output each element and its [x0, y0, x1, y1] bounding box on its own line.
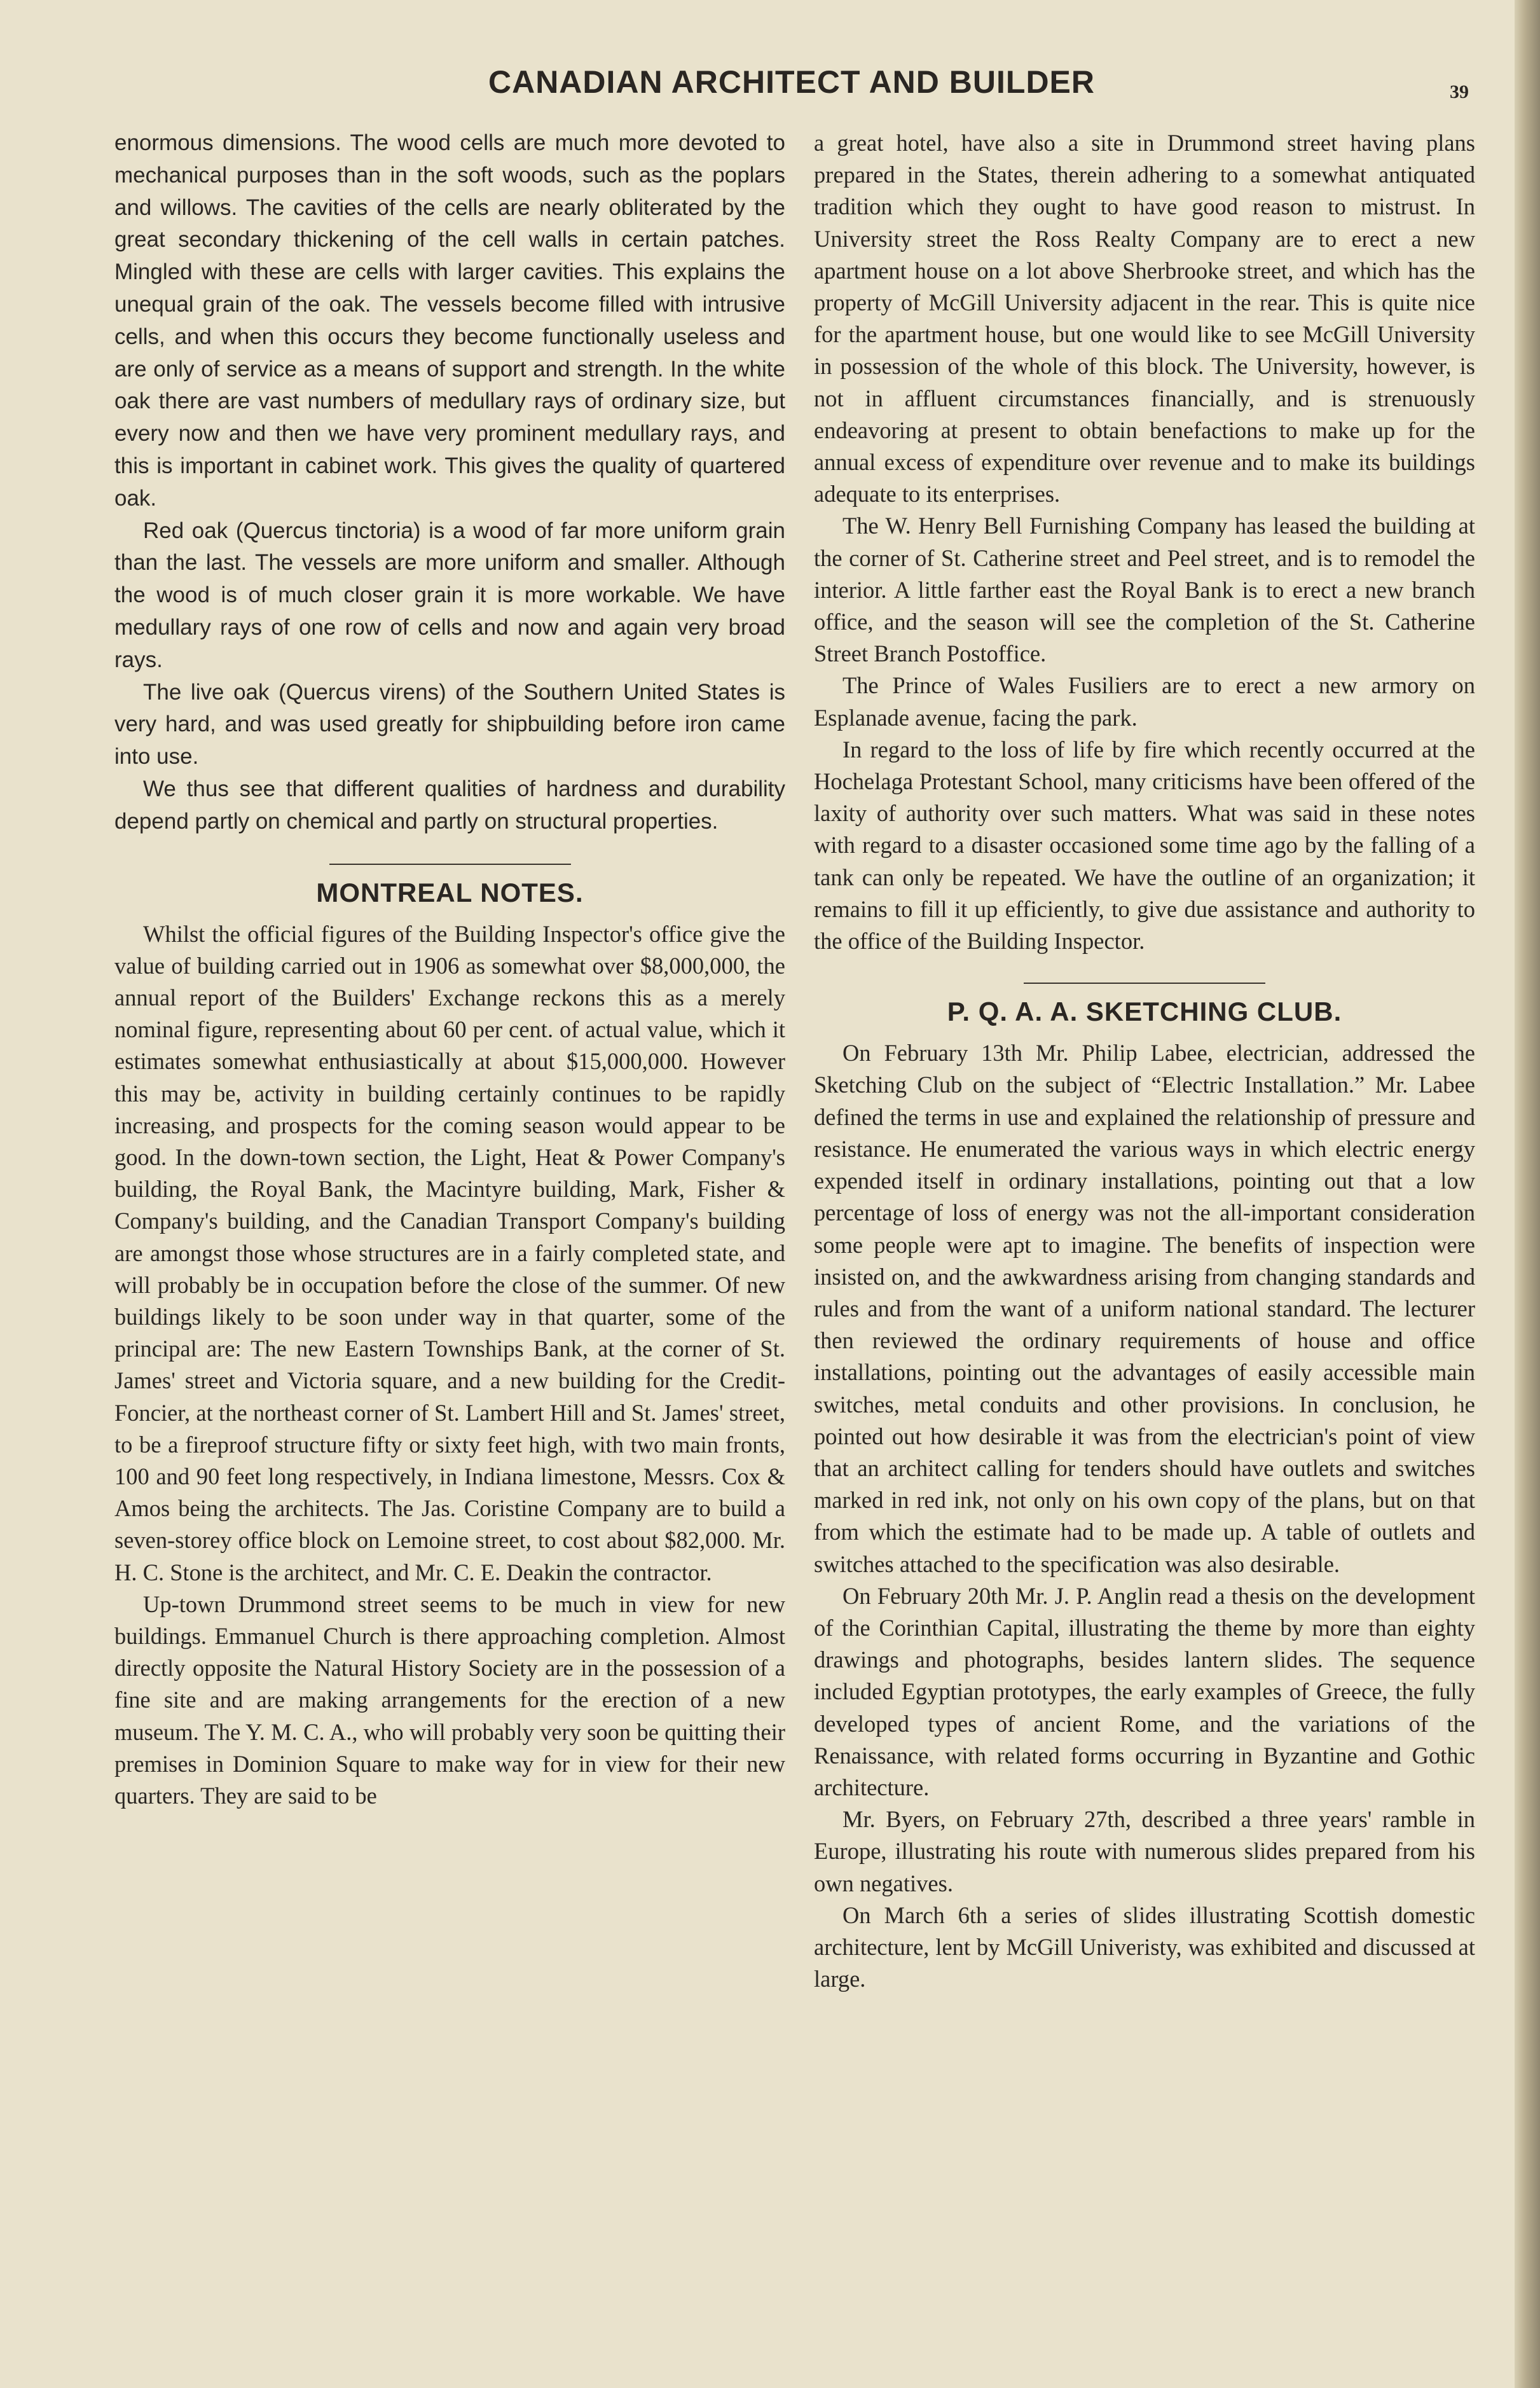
article-paragraph: enormous dimensions. The wood cells are much more devoted to mechanical purposes than in the soft woods, such as the poplars and willows. The cavities of the cells are nearly obliterated by the great secondary thickening of the cell walls in certain patches. Mingled with these are cells with larger cavities. This explains the unequal grain of the oak. The vessels become filled with intrusive cells, and when this occurs they become functionally useless and are only of service as a means of support and strength. In the white oak there are vast numbers of medullary rays of ordinary size, but every now and then we have very prominent medullary rays, and this is important in cabinet work. This gives the quality of quartered oak.: [114, 130, 785, 511]
page-edge-shadow: [1515, 0, 1540, 2388]
article-paragraph: On February 20th Mr. J. P. Anglin read a thesis on the development of the Corinthian Capital, illustrating the theme by more than eighty drawings and photographs, besides lantern slides. The sequence included Egyptian prototypes, the early examples of Greece, the fully developed types of ancient Rome, and the variations of the Renaissance, with related forms occurring in Byzantine and Gothic architecture.: [814, 1582, 1475, 1800]
sketching-club-section: [814, 997, 1475, 1995]
journal-title: CANADIAN ARCHITECT AND BUILDER: [488, 64, 1096, 100]
section-heading: MONTREAL NOTES.: [316, 877, 584, 908]
section-divider: [1024, 983, 1265, 984]
article-paragraph: We thus see that different qualities of hardness and durability depend partly on chemical and partly on structural properties.: [114, 776, 785, 834]
oak-article-continuation: [114, 127, 785, 838]
article-paragraph: The live oak (Quercus virens) of the Southern United States is very hard, and was used greatly for shipbuilding before iron came into use.: [114, 679, 785, 770]
page-number: 39: [1450, 81, 1469, 102]
article-paragraph: Red oak (Quercus tinctoria) is a wood of far more uniform grain than the last. The vessels are more uniform and smaller. Although the wood is of much closer grain it is more workable. We have medullary rays of one row of cells and now and again very broad rays.: [114, 518, 785, 672]
montreal-notes-section: [114, 878, 785, 1812]
montreal-notes-continuation: [814, 127, 1475, 957]
article-paragraph: In regard to the loss of life by fire which recently occurred at the Hochelaga Protestant School, many criticisms have been offered of the laxity of authority over such matters. What was said in these notes with regard to a disaster occasioned some time ago by the falling of a tank can only be repeated. We have the outline of an organization; it remains to fill it up efficiently, to give due assistance and authority to the office of the Building Inspector.: [814, 736, 1475, 955]
left-column: [114, 127, 785, 1812]
article-paragraph: The Prince of Wales Fusiliers are to erect a new armory on Esplanade avenue, facing the park.: [814, 672, 1475, 731]
article-paragraph: The W. Henry Bell Furnishing Company has leased the building at the corner of St. Catherine street and Peel street, and is to remodel the interior. A little farther east the Royal Bank is to erect a new branch office, and the season will see the completion of the St. Catherine Street Branch Postoffice.: [814, 513, 1475, 667]
right-column: [814, 127, 1475, 1995]
article-paragraph: On February 13th Mr. Philip Labee, electrician, addressed the Sketching Club on the subject of “Electric Installation.” Mr. Labee defined the terms in use and explained the relationship of pressure and resistance. He enumerated the various ways in which electric energy expended itself in ordinary installations, pointing out that a low percentage of loss of energy was not the all-important consideration some people were apt to imagine. The benefits of inspection were insisted on, and the awkwardness arising from changing standards and rules and from the want of a uniform national standard. The lecturer then reviewed the ordinary requirements of house and office installations, pointing out the advantages of easily accessible main switches, metal conduits and other provisions. In conclusion, he pointed out how desirable it was from the electrician's point of view that an architect calling for tenders should have outlets and switches marked in red ink, not only on his own copy of the plans, but on that from which the estimate had to be made up. A table of outlets and switches attached to the specification was also desirable.: [814, 1040, 1475, 1577]
article-paragraph: Up-town Drummond street seems to be much in view for new buildings. Emmanuel Church is there approaching completion. Almost directly opposite the Natural History Society are in the possession of a fine site and are making arrangements for the erection of a new museum. The Y. M. C. A., who will probably very soon be quitting their premises in Dominion Square to make way for in view for their new quarters. They are said to be: [114, 1591, 785, 1809]
article-paragraph: a great hotel, have also a site in Drummond street having plans prepared in the States, therein adhering to a somewhat antiquated tradition which they ought to have good reason to mistrust. In University street the Ross Realty Company are to erect a new apartment house on a lot above Sherbrooke street, and which has the property of McGill University adjacent in the rear. This is quite nice for the apartment house, but one would like to see McGill University in possession of the whole of this block. The University, however, is not in affluent circumstances financially, and is strenuously endeavoring at present to obtain benefactions to make up for the annual excess of expenditure over revenue and to make its buildings adequate to its enterprises.: [814, 130, 1475, 507]
article-paragraph: Whilst the official figures of the Building Inspector's office give the value of building carried out in 1906 as somewhat over $8,000,000, the annual report of the Builders' Exchange reckons this as a merely nominal figure, representing about 60 per cent. of actual value, which it estimates somewhat enthusiastically at about $15,000,000. However this may be, activity in building certainly continues to be rapidly increasing, and prospects for the coming season would appear to be good. In the down-town section, the Light, Heat & Power Company's building, the Royal Bank, the Macintyre building, Mark, Fisher & Company's building, and the Canadian Transport Company's building are amongst those whose structures are in a fairly completed state, and will probably be in occupation before the close of the summer. Of new buildings likely to be soon under way in that quarter, some of the principal are: The new Eastern Townships Bank, at the corner of St. James' street and Victoria square, and a new building for the Credit-Foncier, at the northeast corner of St. Lambert Hill and St. James' street, to be a fireproof structure fifty or sixty feet high, with two main fronts, 100 and 90 feet long respectively, in Indiana limestone, Messrs. Cox & Amos being the architects. The Jas. Coristine Company are to build a seven-storey office block on Lemoine street, to cost about $82,000. Mr. H. C. Stone is the architect, and Mr. C. E. Deakin the contractor.: [114, 920, 785, 1585]
section-heading: P. Q. A. A. SKETCHING CLUB.: [947, 997, 1342, 1027]
article-paragraph: On March 6th a series of slides illustrating Scottish domestic architecture, lent by McGill Univeristy, was exhibited and discussed at large.: [814, 1901, 1475, 1992]
article-paragraph: Mr. Byers, on February 27th, described a three years' ramble in Europe, illustrating his route with numerous slides prepared from his own negatives.: [814, 1806, 1475, 1896]
page-header: [114, 64, 1469, 114]
section-divider: [329, 864, 571, 865]
